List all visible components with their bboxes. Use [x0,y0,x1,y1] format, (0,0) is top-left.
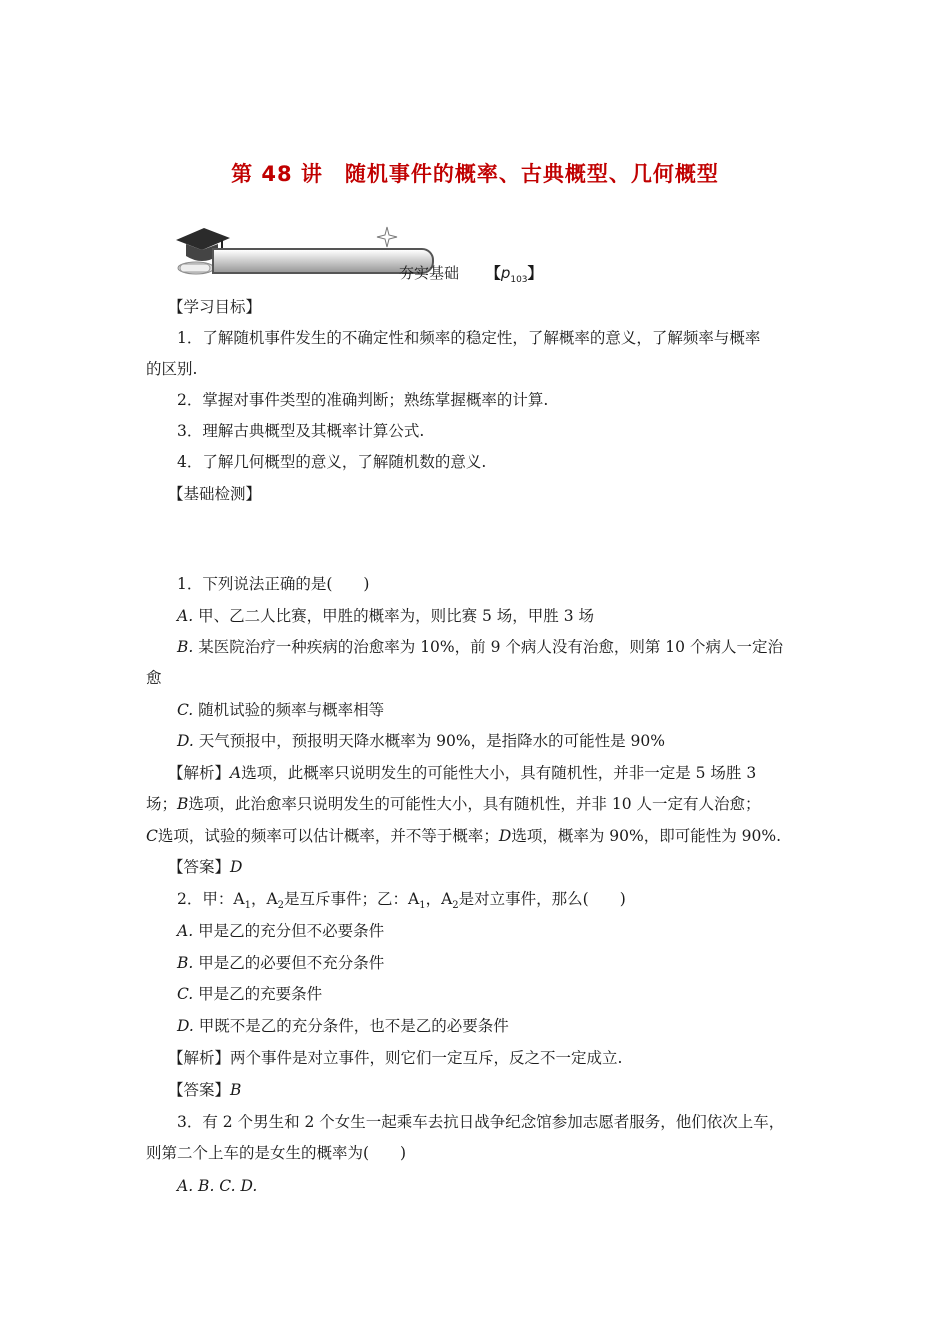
analysis-text: 选项，试验的频率可以估计概率，并不等于概率； [157,827,499,845]
option-text: 甲是乙的充分但不必要条件 [198,922,385,940]
page-title: 第 48 讲 随机事件的概率、古典概型、几何概型 [231,162,719,186]
question-1-analysis [168,763,756,783]
analysis-text: 场； [146,795,178,813]
stem-text: 是对立事件，那么( ) [458,890,626,908]
option-text: 天气预报中，预报明天降水概率为 90%，是指降水的可能性是 90% [198,732,666,750]
question-1-option-d [177,731,665,751]
question-2-option-b [177,953,384,973]
analysis-text: 选项，此治愈率只说明发生的可能性大小，具有随机性，并非 10 人一定有人治愈； [188,795,761,813]
question-1-analysis-line3 [146,826,781,846]
objective-item: 4．了解几何概型的意义，了解随机数的意义. [177,453,487,471]
ref-open: 【 [485,264,501,282]
analysis-tag: 【解析】 [168,1049,231,1067]
option-text: 某医院治疗一种疾病的治愈率为 10%，前 9 个病人没有治愈，则第 10 个病人一定治 [198,638,783,656]
subscript: 1 [419,900,426,912]
question-1-answer [168,857,242,877]
stem-text: ，A [425,890,453,908]
option-label: D. [177,1017,194,1035]
analysis-italic: A [230,764,242,782]
ref-number: 103 [510,275,528,285]
answer-value: D [230,858,243,876]
question-1-option-b [177,637,783,657]
answer-tag: 【答案】 [168,1081,231,1099]
option-text: 随机试验的频率与概率相等 [198,701,385,719]
question-3-options: A. B. C. D. [177,1177,258,1195]
stem-text: 2．甲：A [177,890,245,908]
option-text: 甲是乙的充要条件 [198,985,323,1003]
analysis-italic: B [177,795,189,813]
option-label: B. [177,638,194,656]
question-1-stem: 1．下列说法正确的是( ) [177,575,370,593]
subscript: 2 [277,900,285,912]
question-2-answer [168,1080,241,1100]
option-label: C. [177,985,194,1003]
option-text: 甲既不是乙的充分条件，也不是乙的必要条件 [198,1017,509,1035]
banner-label: 夯实基础 [399,264,460,282]
option-label: D. [177,732,194,750]
question-1-option-c [177,700,384,720]
banner-label-row [399,262,543,285]
question-2-stem [177,889,626,916]
objective-item: 2．掌握对事件类型的准确判断；熟练掌握概率的计算. [177,391,549,409]
analysis-italic: D [498,827,512,845]
question-2-option-d [177,1016,509,1036]
objective-item: 3．理解古典概型及其概率计算公式. [177,422,425,440]
subscript: 2 [452,900,459,912]
question-1-option-a [177,606,594,626]
answer-tag: 【答案】 [168,858,231,876]
question-3-stem-cont: 则第二个上车的是女生的概率为( ) [146,1144,407,1162]
question-2-option-c [177,984,322,1004]
question-3-stem: 3．有 2 个男生和 2 个女生一起乘车去抗日战争纪念馆参加志愿者服务，他们依次上车， [177,1113,785,1131]
analysis-text: 选项，此概率只说明发生的可能性大小，具有随机性，并非一定是 5 场胜 3 [241,764,757,782]
ref-close: 】 [527,264,543,282]
stem-text: 是互斥事件；乙：A [284,890,420,908]
option-label: A. [177,922,194,940]
option-text: 甲是乙的必要但不充分条件 [198,954,385,972]
stem-text: ，A [250,890,278,908]
question-2-analysis [168,1048,622,1068]
objective-item: 1．了解随机事件发生的不确定性和频率的稳定性，了解概率的意义，了解频率与概率 [177,329,761,347]
ref-p: p [500,264,511,282]
question-1-analysis-line2 [146,794,761,814]
check-heading: 【基础检测】 [168,485,262,503]
sparkle-icon [376,226,398,248]
analysis-tag: 【解析】 [168,764,231,782]
subscript: 1 [244,900,251,912]
question-2-option-a [177,921,384,941]
option-label: B. [177,954,194,972]
analysis-text: 选项，概率为 90%，即可能性为 90%. [511,827,782,845]
analysis-italic: C [146,827,158,845]
analysis-text: 两个事件是对立事件，则它们一定互斥，反之不一定成立. [230,1049,623,1067]
objective-item: 的区别. [146,360,198,378]
answer-value: B [230,1081,242,1099]
option-label: A. [177,607,194,625]
page-reference [485,264,543,285]
objectives-heading: 【学习目标】 [168,298,262,316]
option-text: 甲、乙二人比赛，甲胜的概率为，则比赛 5 场，甲胜 3 场 [198,607,594,625]
question-1-option-b-cont: 愈 [146,669,162,687]
option-label: C. [177,701,194,719]
